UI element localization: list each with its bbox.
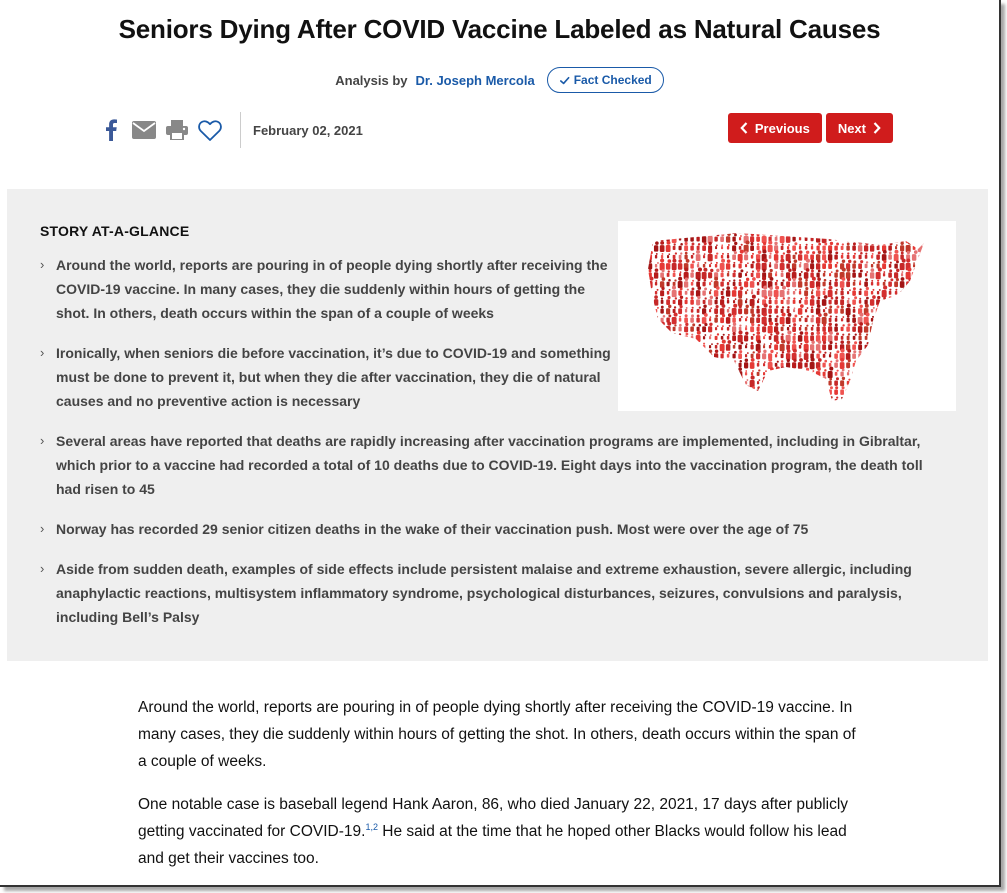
article-nav — [728, 113, 893, 143]
chevron-right-icon: › — [40, 521, 45, 536]
facebook-icon[interactable] — [98, 117, 124, 143]
paragraph: Around the world, reports are pouring in of people dying shortly after receiving the COVID-19 vaccine. In many cases, they die suddenly within hours of getting the shot. In others, death occurs within the span of a couple of weeks. — [138, 699, 856, 770]
paragraph: One notable case is baseball legend Hank Aaron, 86, who died January 22, 2021, 17 days after publicly getting vaccinated for COVID-19.$^{1,2}$ He said at the time that he hoped other Blacks would follow his lead and get their vaccines too. — [138, 796, 849, 867]
glance-heading: STORY AT-A-GLANCE — [40, 223, 190, 239]
next-label: Next — [837, 120, 866, 136]
byline-prefix: Analysis by — [335, 72, 408, 88]
article-body — [138, 694, 858, 887]
share-toolbar — [98, 112, 363, 148]
list-item: › Norway has recorded 29 senior citizen deaths in the wake of their vaccination push. Most were over the age of 75 — [40, 517, 940, 541]
next-button[interactable] — [826, 113, 893, 143]
chevron-right-icon: › — [40, 561, 45, 576]
list-item: › Ironically, when seniors die before vaccination, it’s due to COVID-19 and something must be done to prevent it, but when they die after vaccination, they die of natural causes and no preventive action is necessary — [40, 341, 940, 413]
fact-checked-badge[interactable] — [547, 67, 664, 93]
author-link[interactable]: Dr. Joseph Mercola — [415, 72, 535, 88]
checkmark-icon — [559, 75, 570, 86]
heart-icon[interactable] — [197, 117, 223, 143]
glance-bullets — [40, 253, 940, 645]
story-at-a-glance — [7, 189, 988, 661]
print-icon[interactable] — [164, 117, 190, 143]
previous-button[interactable] — [728, 113, 822, 143]
email-icon[interactable] — [131, 117, 157, 143]
toolbar-divider — [240, 112, 241, 148]
chevron-right-icon: › — [40, 433, 45, 448]
byline — [0, 67, 999, 93]
page-title: Seniors Dying After COVID Vaccine Labeled as Natural Causes — [118, 14, 881, 44]
footnote-ref[interactable]: 1,2 — [365, 821, 378, 832]
chevron-right-icon: › — [40, 345, 45, 360]
previous-label: Previous — [754, 120, 810, 136]
chevron-right-icon: › — [40, 257, 45, 272]
list-item: › Several areas have reported that deaths are rapidly increasing after vaccination programs are implemented, including in Gibraltar, which prior to a vaccine had recorded a total of 10 deaths due to COVID-19. Eight days into the vaccination program, the death toll had risen to 45 — [40, 429, 940, 501]
publish-date: February 02, 2021 — [253, 122, 363, 138]
list-item: › Aside from sudden death, examples of side effects include persistent malaise and extreme exhaustion, severe allergic, including anaphylactic reactions, multisystem inflammatory syndrome, psychological disturbances, seizures, convulsions and paralysis, including Bell’s Palsy — [40, 557, 940, 629]
chevron-left-icon — [740, 122, 748, 134]
fact-checked-label: Fact Checked — [573, 73, 652, 87]
list-item: › Around the world, reports are pouring in of people dying shortly after receiving the COVID-19 vaccine. In many cases, they die suddenly within hours of getting the shot. In others, death occurs within the span of a couple of weeks — [40, 253, 940, 325]
chevron-right-icon — [873, 122, 881, 134]
